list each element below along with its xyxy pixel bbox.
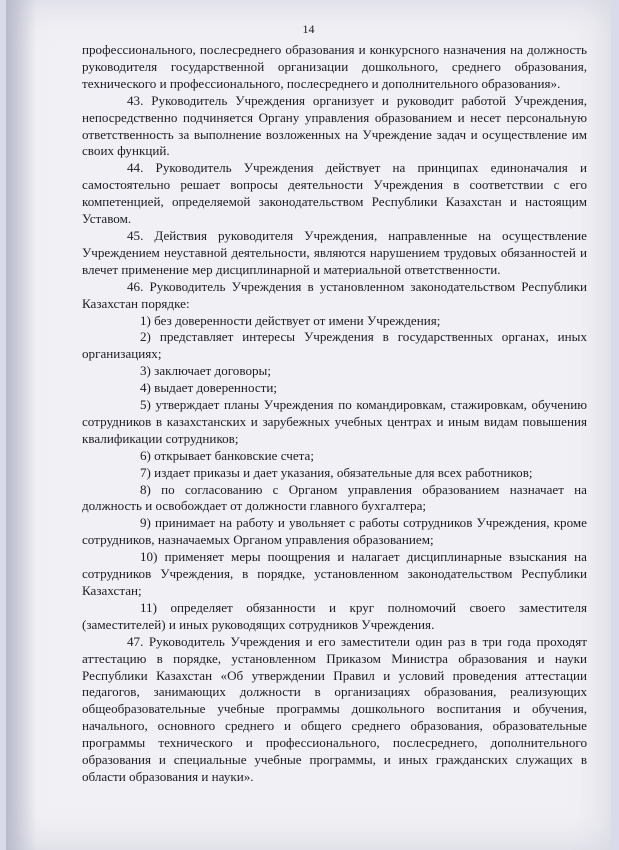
paragraph-43: 43. Руководитель Учреждения организует и руководит работой Учреждения, непосредственно подчиняется Органу управления образованием и несет персональную ответственность за выполнение возложенных на Учреждение задач и осуществление им своих функций. <box>82 92 587 159</box>
list-item-1: 1) без доверенности действует от имени Учреждения; <box>140 312 441 328</box>
page-number: 14 <box>302 22 315 36</box>
document-page <box>6 0 611 850</box>
paragraph-44: 44. Руководитель Учреждения действует на принципах единоначалия и самостоятельно решает вопросы деятельности Учреждения в соответствии с его компетенцией, определяемой законодательством Республики Казахстан и настоящим Уставом. <box>82 160 587 227</box>
list-item-2: 2) представляет интересы Учреждения в государственных органах, иных организациях; <box>82 329 587 362</box>
paragraph-46: 46. Руководитель Учреждения в установленном законодательством Республики Казахстан порядке: <box>82 278 587 311</box>
scan-edge-shadow <box>6 0 36 850</box>
paragraph-continuation: профессионального, послесреднего образования и конкурсного назначения на должность руководителя государственной организации дошкольного, среднего образования, технического и профессионального, послесреднего и дополнительного образования». <box>82 42 587 91</box>
paragraph-47: 47. Руководитель Учреждения и его заместители один раз в три года проходят аттестацию в порядке, установленном Приказом Министра образования и науки Республики Казахстан «Об утверждении Правил и условий проведения аттестации педагогов, занимающих должности в организациях образования, реализующих общеобразовательные учебные программы дошкольного воспитания и обучения, начального, основного среднего и общего среднего образования, образовательные программы технического и профессионального, послесреднего, дополнительного образования и специальные учебные программы, и иных гражданских служащих в области образования и науки». <box>82 633 587 784</box>
list-item-6: 6) открывает банковские счета; <box>140 447 314 463</box>
list-item-4: 4) выдает доверенности; <box>140 380 277 396</box>
list-item-7: 7) издает приказы и дает указания, обязательные для всех работников; <box>140 464 533 480</box>
document-body <box>82 42 587 786</box>
list-item-11: 11) определяет обязанности и круг полномочий своего заместителя (заместителей) и иных руководящих сотрудников Учреждения. <box>82 599 587 632</box>
list-item-3: 3) заключает договоры; <box>140 363 271 379</box>
list-item-10: 10) применяет меры поощрения и налагает дисциплинарные взыскания на сотрудников Учреждения, в порядке, установленном законодательством Республики Казахстан; <box>82 549 587 598</box>
list-item-9: 9) принимает на работу и увольняет с работы сотрудников Учреждения, кроме сотрудников, назначаемых Органом управления образованием; <box>82 515 587 548</box>
list-item-5: 5) утверждает планы Учреждения по командировкам, стажировкам, обучению сотрудников в казахстанских и зарубежных учебных центрах и иным видам повышения квалификации сотрудников; <box>82 397 587 446</box>
list-item-8: 8) по согласованию с Органом управления образованием назначает на должность и освобождает от должности главного бухгалтера; <box>82 481 587 514</box>
paragraph-45: 45. Действия руководителя Учреждения, направленные на осуществление Учреждением неуставной деятельности, являются нарушением трудовых обязанностей и влечет применение мер дисциплинарной и материальной ответственности. <box>82 227 587 277</box>
